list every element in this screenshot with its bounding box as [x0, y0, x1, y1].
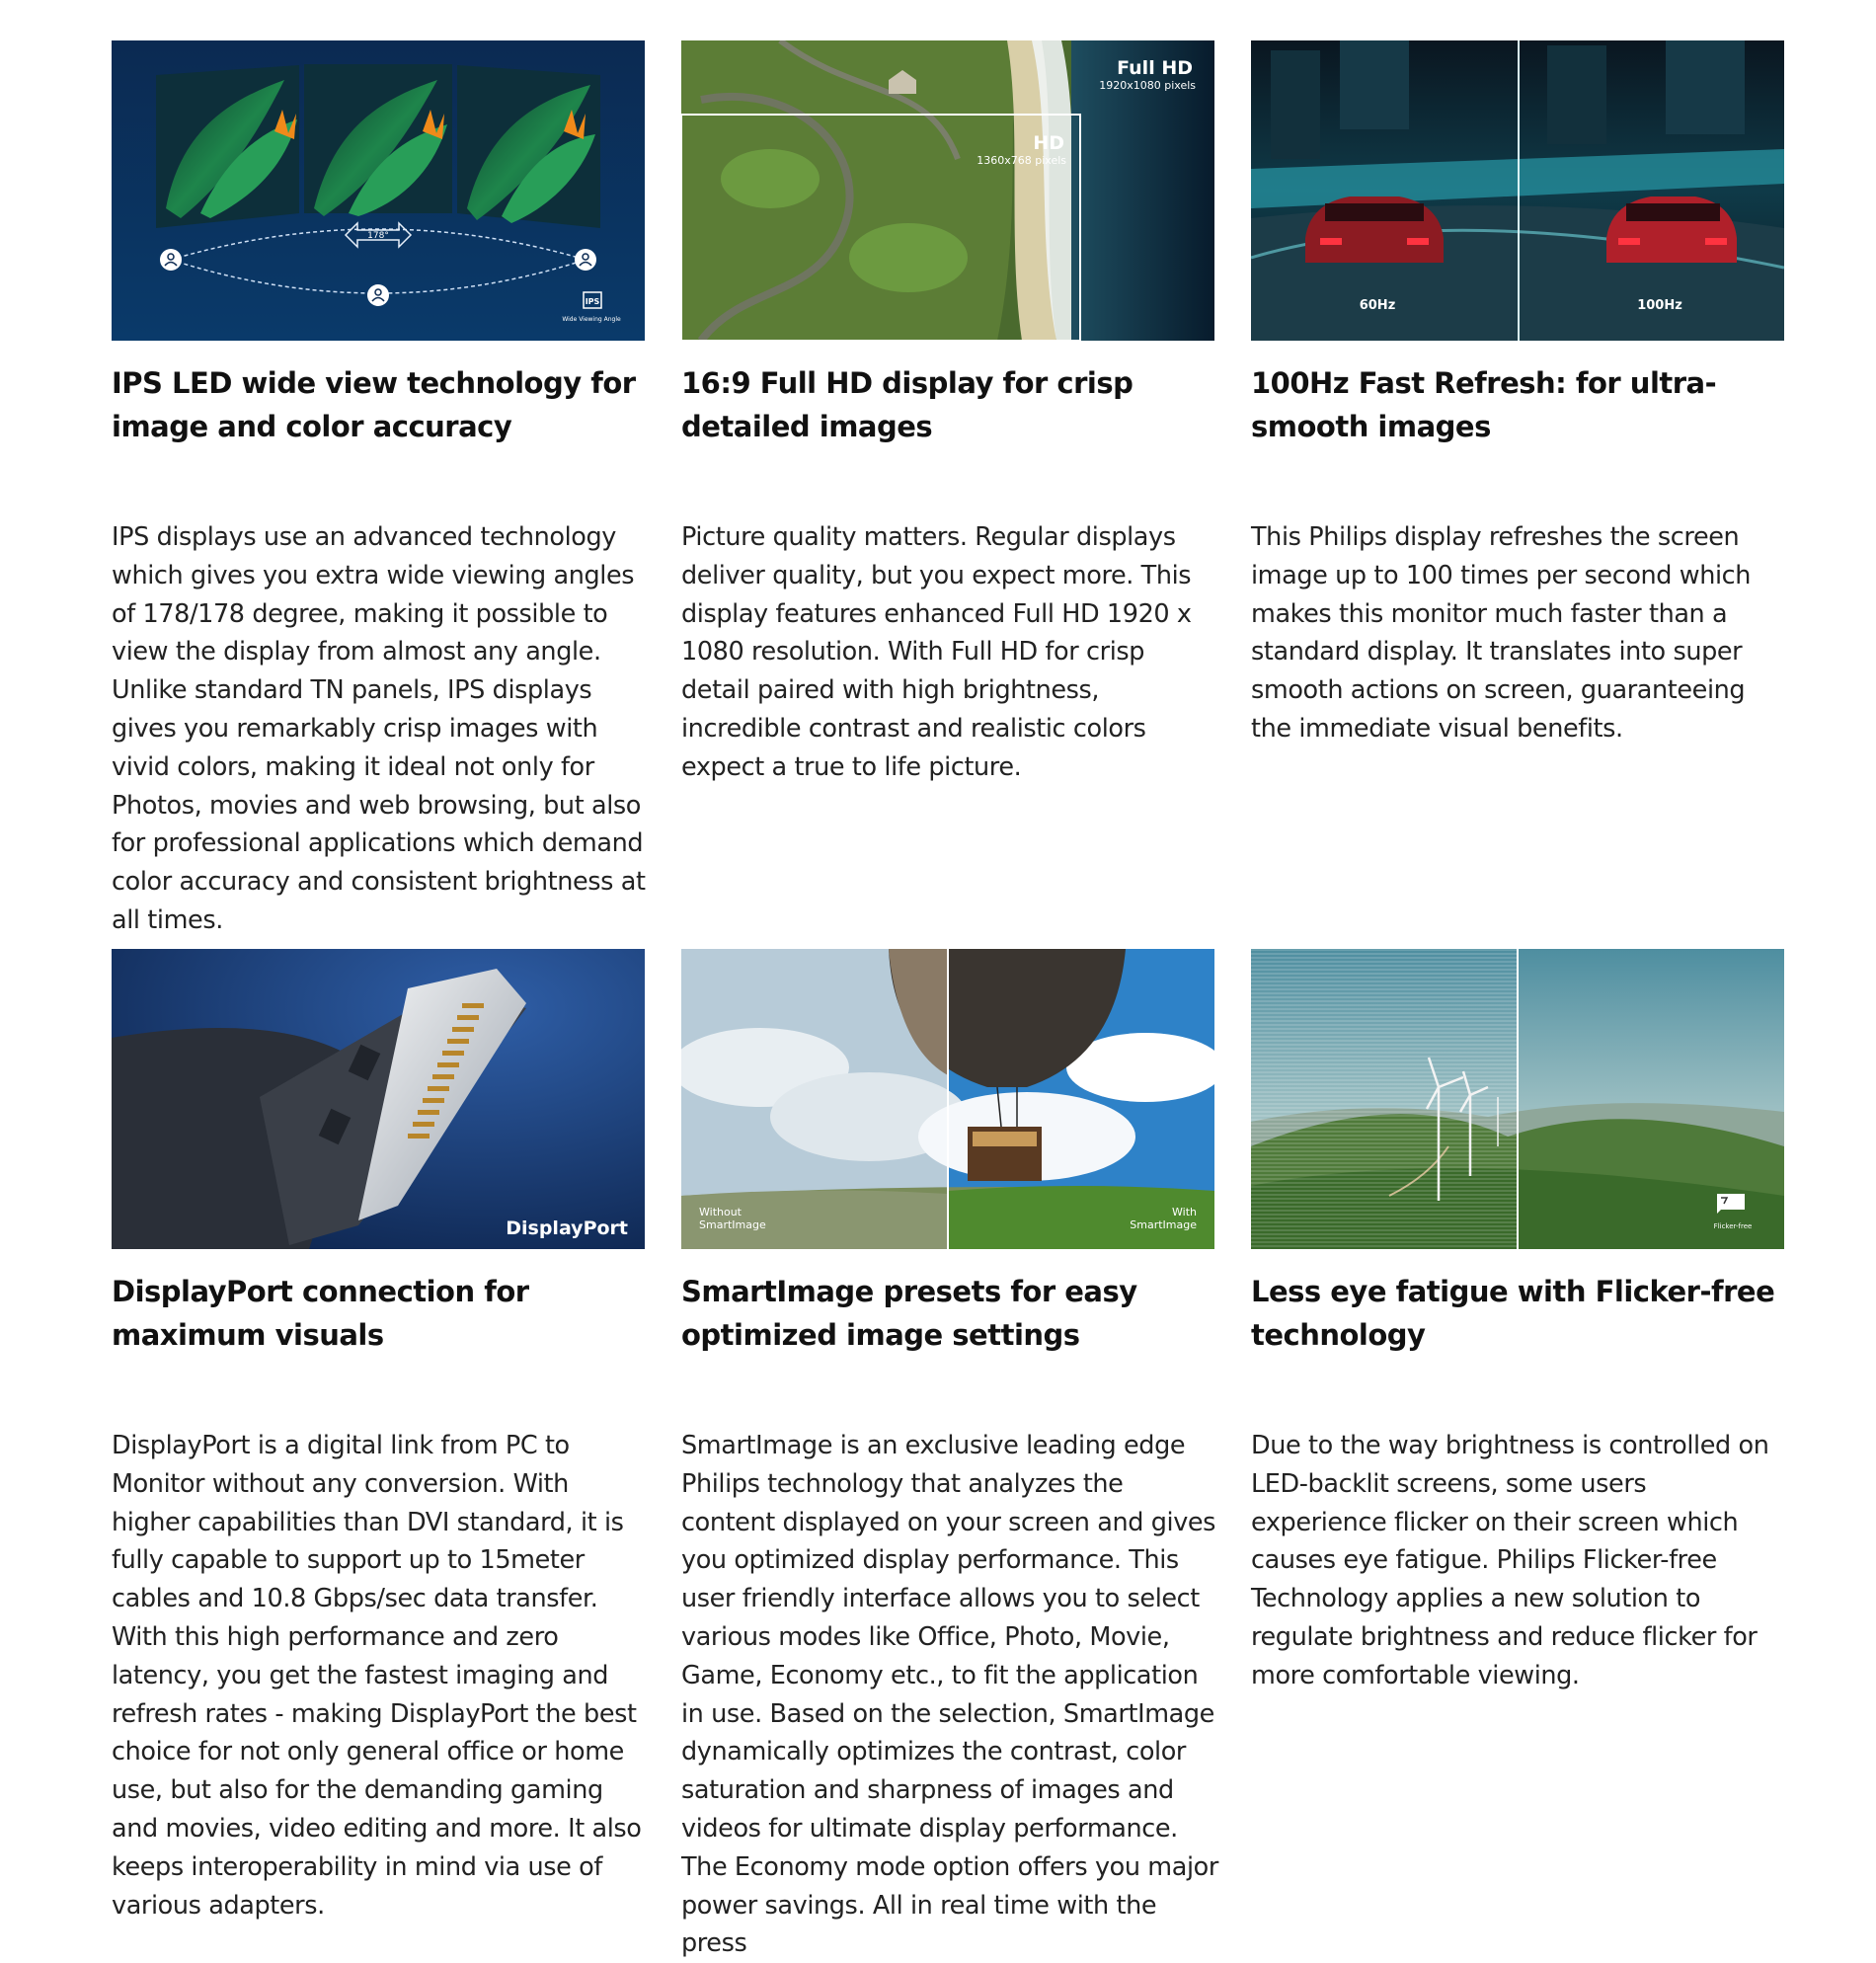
feature-description: SmartImage is an exclusive leading edge Philips technology that analyzes the content displayed on your screen and gives you optimized display performance. This user friendly interface allows you to select various modes like Office, Photo, Movie, Game, Economy etc., to fit the application in use. Based on the selection, SmartImage dynamically optimizes the contrast, color saturation and sharpness of images and videos for ultimate display performance. The Economy mode option offers you major power savings. All in real time with the press: [681, 1431, 1218, 1959]
feature-description: Due to the way brightness is controlled on LED-backlit screens, some users experience flicker on their screen which causes eye fatigue. Philips Flicker-free Technology applies a new solution to regulate brightness and reduce flicker for more comfortable viewing.: [1251, 1431, 1769, 1690]
flicker-free-landscape-image: [1251, 949, 1784, 1249]
full-hd-label: Full HD: [1117, 57, 1193, 79]
displayport-label: DisplayPort: [506, 1217, 628, 1239]
displayport-connector-image: [112, 949, 645, 1249]
refresh-rate-car-image: [1251, 40, 1784, 341]
feature-title: DisplayPort connection for maximum visuals: [112, 1275, 529, 1352]
ips-wide-view-image: [112, 40, 645, 341]
flicker-free-caption: Flicker-free: [1713, 1222, 1753, 1230]
feature-title: 100Hz Fast Refresh: for ultra-smooth images: [1251, 366, 1717, 443]
full-hd-coast-image: [681, 40, 1214, 341]
without-smartimage-label-2: SmartImage: [699, 1218, 766, 1231]
feature-description: IPS displays use an advanced technology which gives you extra wide viewing angles of 178/178 degree, making it possible to view the display from almost any angle. Unlike standard TN panels, IPS displays gives you remarkably crisp images with vivid colors, making it ideal not only for Photos, movies and web browsing, but also for professional applications which demand color accuracy and consistent brightness at all times.: [112, 522, 646, 935]
full-hd-pixels: 1920x1080 pixels: [1099, 79, 1196, 92]
feature-title: 16:9 Full HD display for crisp detailed images: [681, 366, 1133, 443]
feature-title: IPS LED wide view technology for image and color accuracy: [112, 366, 636, 443]
feature-description: DisplayPort is a digital link from PC to Monitor without any conversion. With higher capabilities than DVI standard, it is fully capable to support up to 15meter cables and 10.8 Gbps/sec data transfer. With this high performance and zero latency, you get the fastest imaging and refresh rates - making DisplayPort the best choice for not only general office or home use, but also for the demanding gaming and movies, video editing and more. It also keeps interoperability in mind via use of various adapters.: [112, 1431, 642, 1921]
smartimage-balloon-image: [681, 949, 1214, 1249]
hd-label: HD: [1033, 132, 1064, 154]
feature-title: Less eye fatigue with Flicker-free technology: [1251, 1275, 1775, 1352]
hd-pixels: 1360x768 pixels: [977, 154, 1066, 167]
with-smartimage-label-2: SmartImage: [1130, 1218, 1197, 1231]
60hz-label: 60Hz: [1359, 298, 1396, 313]
svg-text:IPS: IPS: [585, 297, 600, 306]
feature-description: Picture quality matters. Regular displays deliver quality, but you expect more. This display features enhanced Full HD 1920 x 1080 resolution. With Full HD for crisp detail paired with high brightness, incredible contrast and realistic colors expect a true to life picture.: [681, 522, 1192, 782]
feature-description: This Philips display refreshes the screen image up to 100 times per second which makes this monitor much faster than a standard display. It translates into super smooth actions on screen, guaranteeing the immediate visual benefits.: [1251, 522, 1752, 744]
angle-label: 178°: [367, 231, 389, 241]
with-smartimage-label-1: With: [1172, 1206, 1197, 1218]
feature-title: SmartImage presets for easy optimized image settings: [681, 1275, 1137, 1352]
ips-badge-caption: Wide Viewing Angle: [562, 316, 621, 323]
100hz-label: 100Hz: [1637, 298, 1682, 313]
without-smartimage-label-1: Without: [699, 1206, 742, 1218]
